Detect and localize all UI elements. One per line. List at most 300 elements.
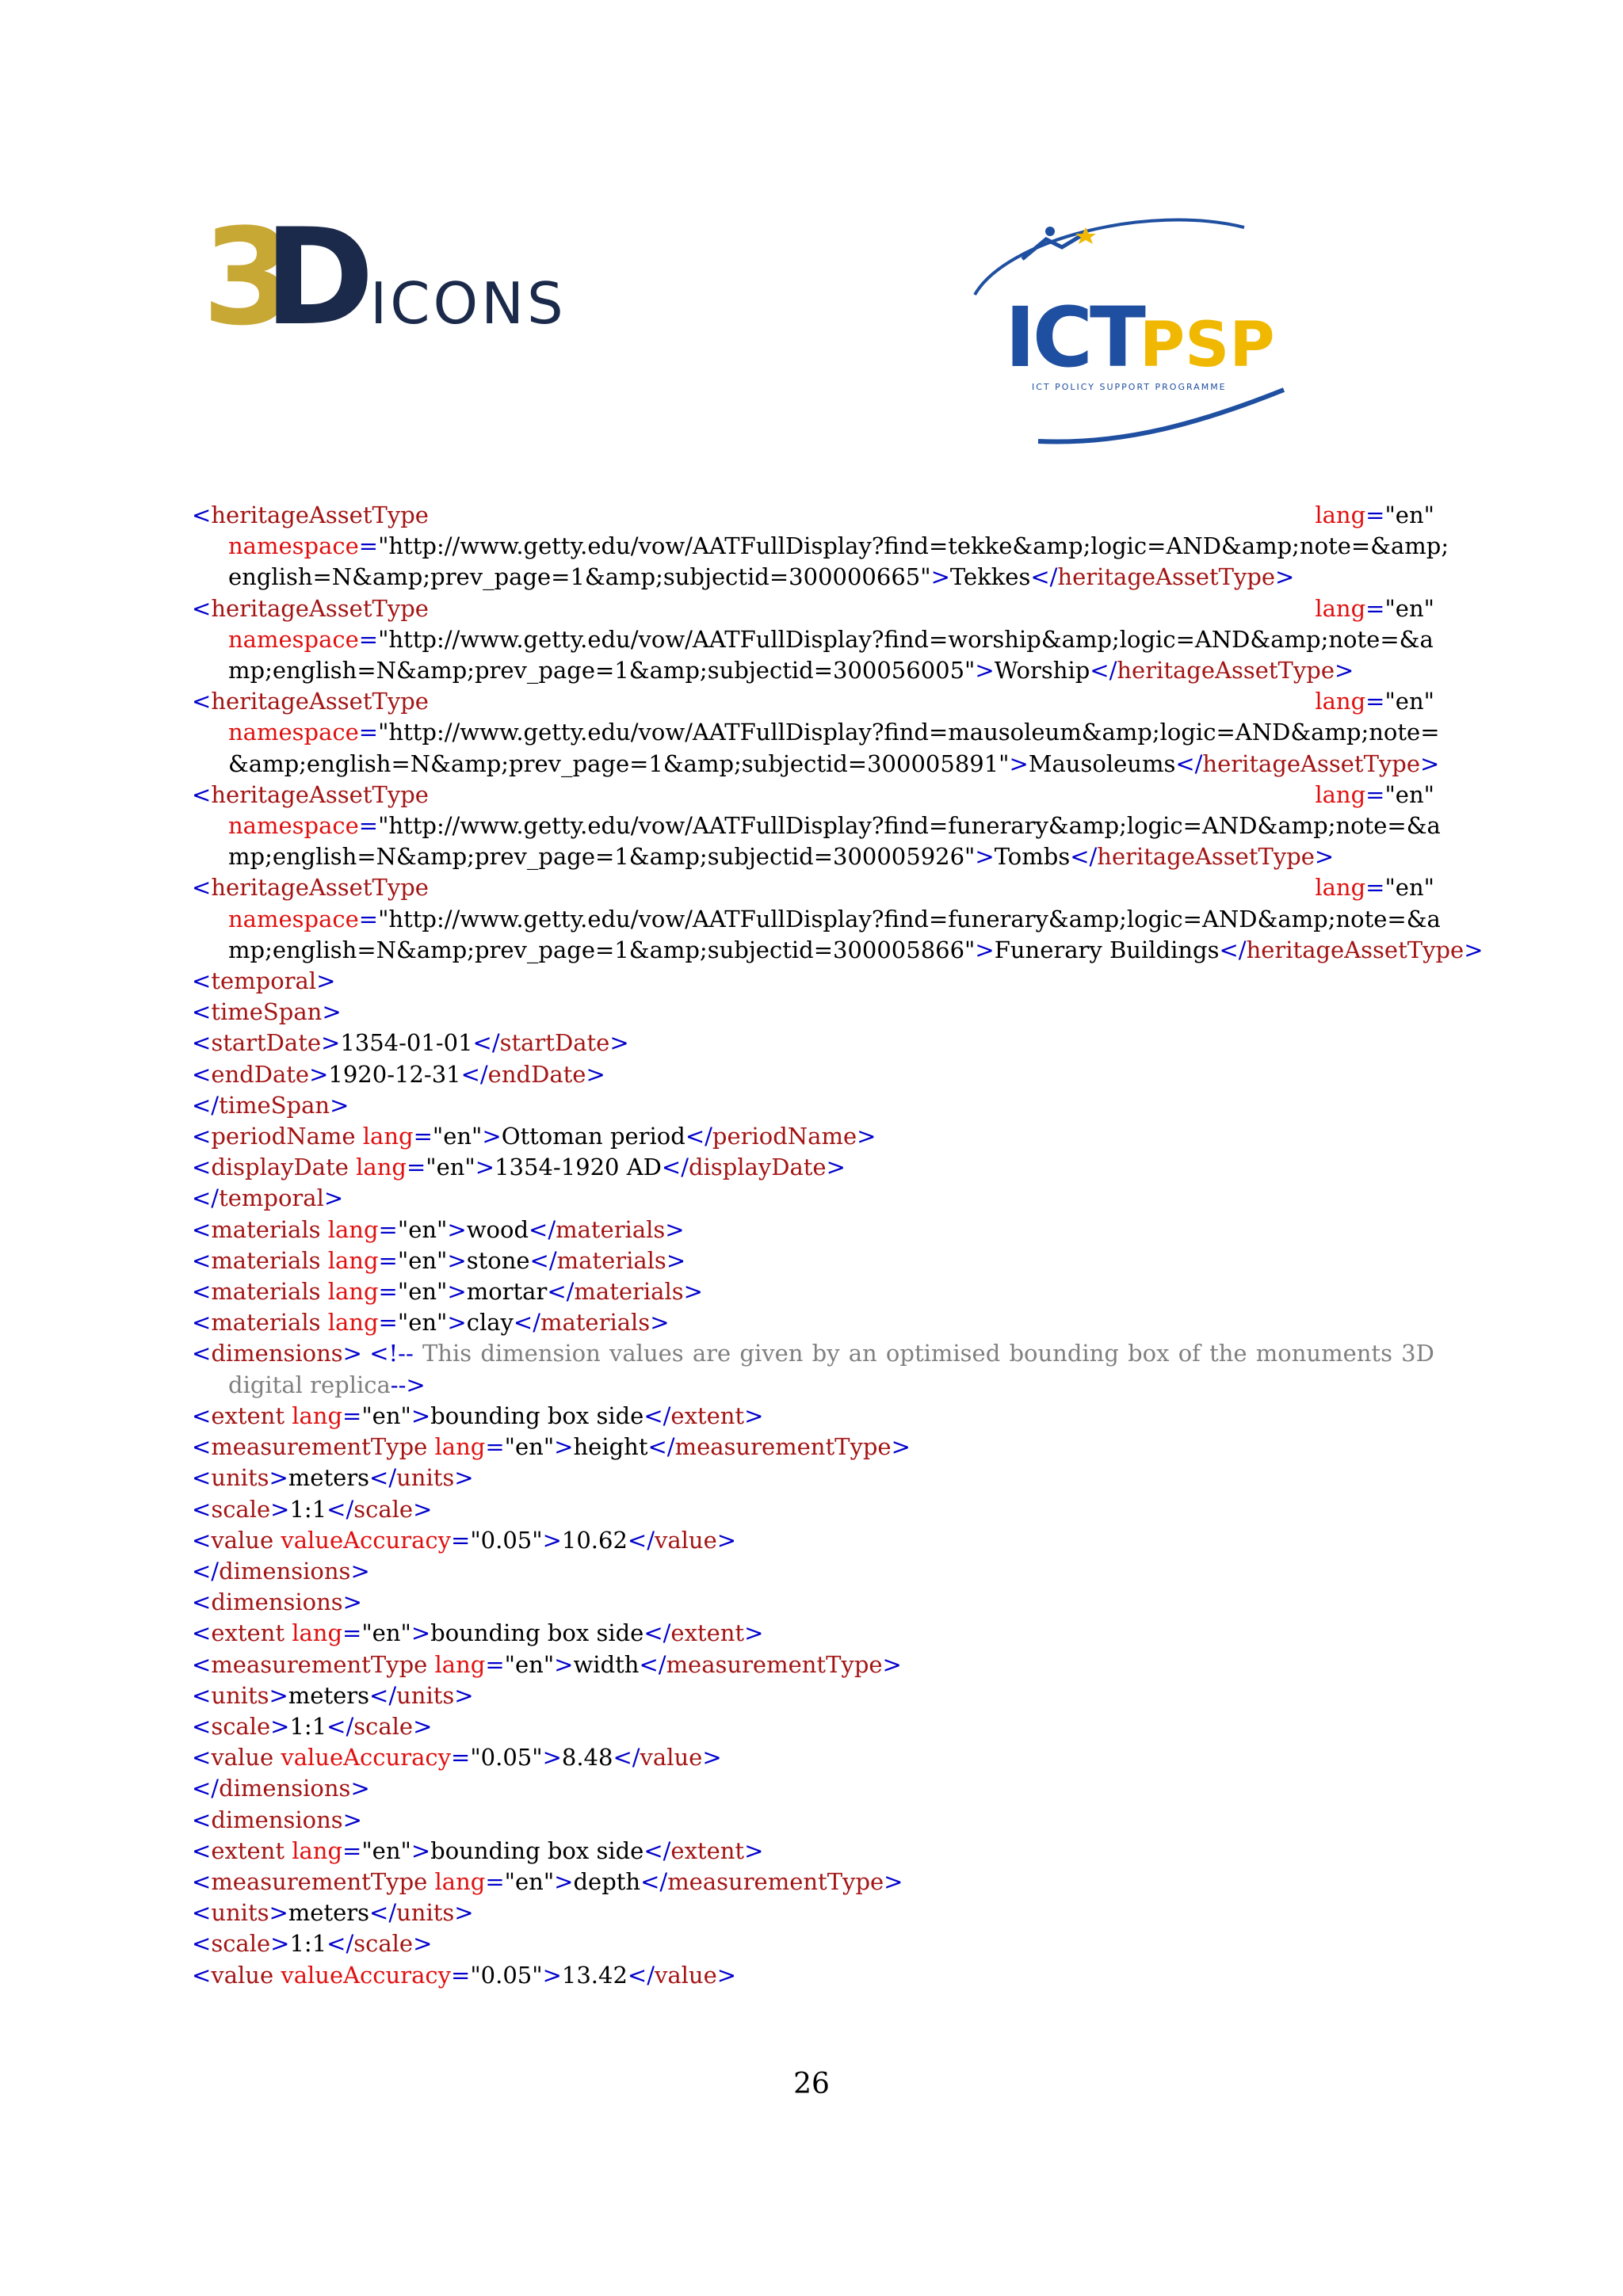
xml-token: >: [884, 1867, 903, 1895]
measurement-type-line: [192, 1650, 1434, 1680]
code-line: [192, 562, 1434, 593]
xml-token: >: [413, 1495, 433, 1523]
scale-line: [192, 1494, 1434, 1525]
tag-name: dimensions: [211, 1589, 343, 1616]
attr-value: "en": [361, 1619, 411, 1647]
code-line: [192, 780, 1434, 810]
comment-word: by: [812, 1340, 840, 1367]
attr-name: lang: [284, 1836, 343, 1864]
xml-token: =: [1365, 502, 1385, 528]
xml-token: >: [454, 1681, 474, 1709]
xml-token: >: [609, 1029, 629, 1057]
code-line: [192, 624, 1434, 655]
attr-name: valueAccuracy: [273, 1526, 451, 1554]
tag-name: temporal: [219, 1184, 324, 1212]
xml-token: >: [554, 1433, 574, 1461]
text-content: clay: [466, 1309, 514, 1337]
code-line: [192, 1090, 1434, 1121]
comment-word: optimised: [885, 1340, 1001, 1367]
tag-name: scale: [211, 1495, 271, 1523]
text-content: width: [573, 1650, 640, 1678]
logo-3-glyph: 3: [202, 204, 284, 339]
comment-word: the: [1209, 1340, 1247, 1367]
scale-line: [192, 1711, 1434, 1742]
value-line: [192, 1525, 1434, 1556]
xml-token: <: [192, 1464, 212, 1492]
attr-name: valueAccuracy: [273, 1744, 451, 1772]
xml-token: <: [192, 998, 212, 1026]
text-content: wood: [466, 1215, 529, 1243]
text-content: depth: [573, 1867, 641, 1895]
xml-token: </: [643, 1619, 671, 1647]
attr-name: lang: [355, 1123, 414, 1150]
tag-name: measurementType: [211, 1650, 428, 1678]
tag-name: periodName: [211, 1123, 356, 1150]
text-content: 1354-01-01: [340, 1029, 473, 1057]
xml-token: >: [1009, 749, 1029, 777]
xml-token: >: [322, 998, 342, 1026]
xml-token: </: [1030, 563, 1058, 591]
tag-name: materials: [211, 1246, 321, 1274]
code-line: [192, 810, 1441, 841]
text-content: meters: [288, 1899, 370, 1927]
xml-token: </: [639, 1650, 666, 1678]
xml-token: =: [485, 1650, 505, 1678]
xml-token: <: [192, 1899, 212, 1927]
xml-token: =: [358, 812, 379, 840]
xml-token: </: [1219, 936, 1247, 963]
xml-token: >: [475, 1154, 495, 1181]
dimension-value: 8.48: [561, 1744, 613, 1772]
tag-name: heritageAssetType: [1097, 843, 1315, 871]
heritage-asset-type-entry: [192, 872, 1484, 966]
attr-name: lang: [320, 1309, 379, 1337]
tag-name: extent: [670, 1619, 745, 1647]
xml-token: <: [192, 1309, 212, 1337]
logo-d-glyph: D: [264, 204, 375, 339]
text-content: 1920-12-31: [328, 1060, 461, 1088]
comment-text: digital replica: [228, 1371, 391, 1398]
heritage-type-text: Tombs: [994, 843, 1071, 871]
comment-word: values: [609, 1340, 684, 1367]
tag-name: measurementType: [211, 1867, 428, 1895]
tag-name: scale: [211, 1712, 271, 1740]
attr-name: lang: [1315, 502, 1366, 528]
xml-token: >: [975, 936, 995, 963]
ict-psp-logo: [943, 208, 1292, 453]
xml-token: =: [1365, 874, 1385, 902]
tag-name: extent: [670, 1402, 745, 1429]
heritage-type-text: Tekkes: [949, 563, 1031, 591]
xml-token: >: [270, 1712, 290, 1740]
xml-token: </: [513, 1309, 540, 1337]
code-line: [192, 935, 1484, 966]
attr-name: namespace: [228, 532, 359, 560]
xml-token: </: [192, 1091, 220, 1119]
dimension-value: 10.62: [561, 1526, 628, 1554]
xml-token: <: [192, 1215, 212, 1243]
xml-token: >: [447, 1246, 467, 1274]
xml-token: <: [192, 1619, 212, 1647]
code-line: [192, 593, 1434, 624]
tag-name: units: [396, 1681, 455, 1709]
xml-token: >: [975, 657, 995, 685]
text-content: Ottoman period: [501, 1123, 685, 1150]
xml-token: </: [547, 1278, 575, 1306]
attr-value: "en": [1384, 688, 1434, 715]
xml-token: <: [192, 1154, 212, 1181]
xml-token: >: [350, 1775, 370, 1802]
heritage-asset-type-entry: [192, 686, 1440, 780]
namespace-url: &amp;english=N&amp;prev_page=1&amp;subjectid=300005891": [228, 749, 1010, 777]
scale-line: [192, 1928, 1434, 1959]
value-line: [192, 1742, 1434, 1773]
attr-value: "en": [1384, 780, 1434, 808]
comment-word: monuments: [1255, 1340, 1392, 1367]
tag-name: measurementType: [666, 1650, 883, 1678]
logo-upper-arc: [975, 220, 1244, 295]
tag-name: units: [211, 1899, 269, 1927]
tag-name: measurementType: [211, 1433, 428, 1461]
xml-token: =: [358, 532, 379, 560]
logo-ict-word: ICT: [1005, 289, 1143, 386]
xml-token: </: [529, 1246, 557, 1274]
tag-name: timeSpan: [219, 1091, 330, 1119]
comment-word: of: [1178, 1340, 1201, 1367]
xml-token: </: [192, 1775, 220, 1802]
tag-name: materials: [211, 1215, 321, 1243]
xml-token: <: [192, 1650, 212, 1678]
tag-name: startDate: [211, 1029, 322, 1057]
tag-name: heritageAssetType: [1246, 936, 1465, 963]
code-line: [192, 1370, 1434, 1401]
xml-token: <: [192, 1744, 212, 1772]
measurement-type-line: [192, 1867, 1434, 1897]
tag-name: units: [211, 1464, 269, 1492]
units-line: [192, 1463, 1434, 1493]
xml-token: <: [192, 967, 212, 995]
text-content: bounding box side: [430, 1836, 644, 1864]
xml-token: =: [485, 1433, 505, 1461]
comment-word: an: [848, 1340, 877, 1367]
attr-name: lang: [1315, 594, 1366, 622]
xml-token: </: [192, 1557, 220, 1585]
xml-token: =: [342, 1402, 362, 1429]
tag-name: heritageAssetType: [211, 874, 429, 902]
xml-token: >: [269, 1464, 288, 1492]
xml-token: </: [647, 1433, 675, 1461]
xml-token: </: [613, 1744, 640, 1772]
tag-name: units: [396, 1464, 455, 1492]
materials-line: [192, 1276, 1434, 1307]
xml-token: =: [358, 625, 379, 653]
tag-name: units: [211, 1681, 269, 1709]
code-line: [192, 1805, 1434, 1836]
logo-psp-word: PSP: [1140, 310, 1275, 381]
xml-token: =: [451, 1526, 471, 1554]
xml-token: >: [542, 1961, 562, 1989]
xml-token: <: [192, 1402, 212, 1429]
xml-token: >: [744, 1836, 764, 1864]
namespace-url: "http://www.getty.edu/vow/AATFullDisplay?find=tekke&amp;logic=AND&amp;note=&amp;: [378, 532, 1449, 560]
xml-token: >: [413, 1930, 433, 1958]
xml-token: >: [930, 563, 950, 591]
tag-name: temporal: [211, 967, 317, 995]
xml-token: </: [369, 1899, 397, 1927]
materials-line: [192, 1215, 1434, 1245]
xml-token: <: [192, 1930, 212, 1958]
text-content: stone: [466, 1246, 530, 1274]
attr-value: "en": [432, 1123, 483, 1150]
xml-token: </: [685, 1123, 712, 1150]
xml-token: <: [192, 780, 212, 808]
tag-name: extent: [211, 1619, 285, 1647]
xml-token: >: [683, 1278, 703, 1306]
comment-word: are: [692, 1340, 731, 1367]
xml-token: </: [661, 1154, 689, 1181]
comment-close: -->: [390, 1371, 426, 1398]
heritage-type-text: Funerary Buildings: [994, 936, 1220, 963]
code-line: [192, 904, 1441, 935]
xml-token: =: [378, 1246, 398, 1274]
tag-name: measurementType: [667, 1867, 884, 1895]
code-line: [192, 1183, 1434, 1214]
text-content: mortar: [466, 1278, 548, 1306]
xml-token: </: [1090, 657, 1117, 685]
xml-token: >: [665, 1215, 685, 1243]
tag-name: heritageAssetType: [211, 688, 429, 715]
tag-name: heritageAssetType: [211, 502, 429, 528]
xml-token: <: [192, 1806, 212, 1833]
attr-name: lang: [1315, 688, 1366, 715]
comment-word: bounding: [1009, 1340, 1119, 1367]
attr-name: lang: [1315, 780, 1366, 808]
code-line: [192, 1773, 1434, 1804]
xml-token: >: [411, 1619, 431, 1647]
text-content: 1:1: [289, 1495, 327, 1523]
xml-token: </: [529, 1215, 556, 1243]
code-line: [192, 500, 1434, 531]
xml-token: =: [1365, 780, 1385, 808]
tag-name: value: [211, 1961, 274, 1989]
tag-name: extent: [211, 1402, 285, 1429]
xml-token: <: [192, 594, 212, 622]
code-line: [192, 686, 1434, 717]
attr-value: "en": [504, 1433, 555, 1461]
units-line: [192, 1897, 1434, 1928]
xml-token: <: [192, 1340, 212, 1367]
xml-token: >: [1464, 936, 1484, 963]
code-line: [192, 1338, 1434, 1369]
attr-name: lang: [348, 1154, 407, 1181]
xml-token: =: [485, 1867, 505, 1895]
tag-name: dimensions: [211, 1340, 343, 1367]
xml-token: >: [411, 1836, 431, 1864]
text-content: 1354-1920 AD: [495, 1154, 662, 1181]
attr-name: lang: [284, 1402, 343, 1429]
tag-name: scale: [211, 1930, 271, 1958]
code-line: [192, 655, 1434, 686]
code-line: [192, 966, 1434, 997]
end-date-line: [192, 1059, 1434, 1090]
attr-name: lang: [284, 1619, 343, 1647]
tag-name: displayDate: [689, 1154, 827, 1181]
attr-value: "en": [397, 1278, 448, 1306]
xml-token: </: [369, 1464, 397, 1492]
xml-token: </: [643, 1836, 671, 1864]
xml-token: >: [744, 1619, 764, 1647]
comment-word: box: [1128, 1340, 1170, 1367]
tag-name: measurementType: [674, 1433, 892, 1461]
text-content: bounding box side: [430, 1402, 644, 1429]
xml-token: <: [192, 1278, 212, 1306]
tag-name: heritageAssetType: [1202, 749, 1421, 777]
attr-value: "en": [361, 1836, 411, 1864]
xml-token: >: [542, 1526, 562, 1554]
lang-attribute: [1315, 593, 1434, 624]
xml-token: =: [358, 905, 379, 933]
tag-name: heritageAssetType: [1057, 563, 1276, 591]
xml-token: >: [650, 1309, 670, 1337]
xml-token: <: [192, 1836, 212, 1864]
attr-name: lang: [427, 1867, 486, 1895]
xml-token: <: [192, 502, 212, 528]
attr-value: "0.05": [470, 1526, 543, 1554]
display-date-line: [192, 1152, 1434, 1183]
attr-name: namespace: [228, 625, 359, 653]
xml-token: >: [702, 1744, 722, 1772]
xml-token: </: [327, 1495, 354, 1523]
materials-line: [192, 1307, 1434, 1338]
code-line: [192, 1587, 1434, 1618]
xml-token: =: [451, 1744, 471, 1772]
namespace-url: "http://www.getty.edu/vow/AATFullDisplay?find=funerary&amp;logic=AND&amp;note=&a: [378, 905, 1441, 933]
attr-name: lang: [1315, 874, 1366, 902]
code-line: [192, 531, 1449, 562]
tag-name: endDate: [211, 1060, 310, 1088]
xml-token: <: [192, 1961, 212, 1989]
attr-value: "en": [1384, 502, 1434, 528]
xml-token: >: [542, 1744, 562, 1772]
start-date-line: [192, 1028, 1434, 1058]
xml-token: >: [269, 1681, 288, 1709]
xml-token: </: [460, 1060, 488, 1088]
attr-value: "en": [361, 1402, 411, 1429]
extent-line: [192, 1836, 1434, 1867]
xml-token: >: [482, 1123, 502, 1150]
tag-name: extent: [670, 1836, 745, 1864]
comment-open: <!--: [369, 1340, 414, 1367]
xml-token: >: [744, 1402, 764, 1429]
xml-token: >: [323, 1184, 344, 1212]
tag-name: scale: [353, 1712, 414, 1740]
xml-token: >: [857, 1123, 876, 1150]
xml-token: >: [321, 1029, 341, 1057]
period-name-line: [192, 1121, 1434, 1152]
tag-name: materials: [211, 1309, 321, 1337]
3d-icons-logo: [202, 204, 567, 339]
tag-name: extent: [211, 1836, 285, 1864]
xml-token: <: [192, 1867, 212, 1895]
xml-token: >: [447, 1215, 467, 1243]
xml-token: =: [378, 1309, 398, 1337]
lang-attribute: [1315, 686, 1434, 717]
attr-name: namespace: [228, 719, 359, 746]
xml-token: </: [327, 1712, 354, 1740]
tag-name: value: [654, 1961, 717, 1989]
xml-token: =: [1365, 594, 1385, 622]
dimension-value: 13.42: [561, 1961, 628, 1989]
tag-name: heritageAssetType: [1117, 657, 1335, 685]
xml-token: >: [350, 1557, 370, 1585]
attr-value: "0.05": [470, 1744, 543, 1772]
text-content: bounding box side: [430, 1619, 644, 1647]
xml-token: >: [1275, 563, 1295, 591]
xml-token: >: [666, 1246, 686, 1274]
page-number: 26: [793, 2068, 830, 2100]
code-line: [192, 717, 1440, 748]
attr-name: namespace: [228, 905, 359, 933]
xml-token: >: [826, 1154, 846, 1181]
xml-token: </: [627, 1961, 655, 1989]
heritage-type-text: Worship: [994, 657, 1090, 685]
xml-token: </: [1070, 843, 1098, 871]
xml-token: =: [358, 719, 379, 746]
attr-value: "en": [504, 1867, 555, 1895]
attr-value: "en": [397, 1309, 448, 1337]
xml-token: =: [451, 1961, 471, 1989]
xml-token: >: [411, 1402, 431, 1429]
tag-name: materials: [556, 1246, 666, 1274]
tag-name: materials: [540, 1309, 651, 1337]
tag-name: value: [654, 1526, 717, 1554]
attr-value: "en": [1384, 874, 1434, 902]
tag-name: materials: [556, 1215, 666, 1243]
xml-token: >: [891, 1433, 911, 1461]
extent-line: [192, 1401, 1434, 1432]
tag-name: heritageAssetType: [211, 594, 429, 622]
heritage-asset-type-entry: [192, 500, 1449, 593]
attr-name: lang: [427, 1433, 486, 1461]
xml-token: </: [643, 1402, 671, 1429]
xml-token: >: [586, 1060, 605, 1088]
heritage-asset-type-entry: [192, 593, 1434, 687]
text-content: meters: [288, 1464, 370, 1492]
xml-token: >: [975, 843, 995, 871]
xml-token: </: [327, 1930, 354, 1958]
tag-name: units: [396, 1899, 455, 1927]
heritage-asset-type-entry: [192, 780, 1441, 873]
namespace-url: mp;english=N&amp;prev_page=1&amp;subjectid=300005926": [228, 843, 976, 871]
xml-token: >: [554, 1650, 574, 1678]
xml-token: </: [472, 1029, 500, 1057]
xml-token: =: [1365, 688, 1385, 715]
xml-token: =: [342, 1836, 362, 1864]
units-line: [192, 1680, 1434, 1711]
xml-token: >: [269, 1899, 288, 1927]
xml-token: <: [192, 1060, 212, 1088]
value-line: [192, 1960, 1434, 1991]
attr-value: "en": [426, 1154, 475, 1181]
heritage-type-text: Mausoleums: [1028, 749, 1176, 777]
text-content: height: [573, 1433, 648, 1461]
namespace-url: english=N&amp;prev_page=1&amp;subjectid=300000665": [228, 563, 931, 591]
logo-lower-arc: [1038, 390, 1284, 442]
star-figure-icon: [1022, 227, 1096, 259]
xml-token: >: [316, 967, 336, 995]
tag-name: materials: [211, 1278, 321, 1306]
xml-token: <: [192, 1681, 212, 1709]
